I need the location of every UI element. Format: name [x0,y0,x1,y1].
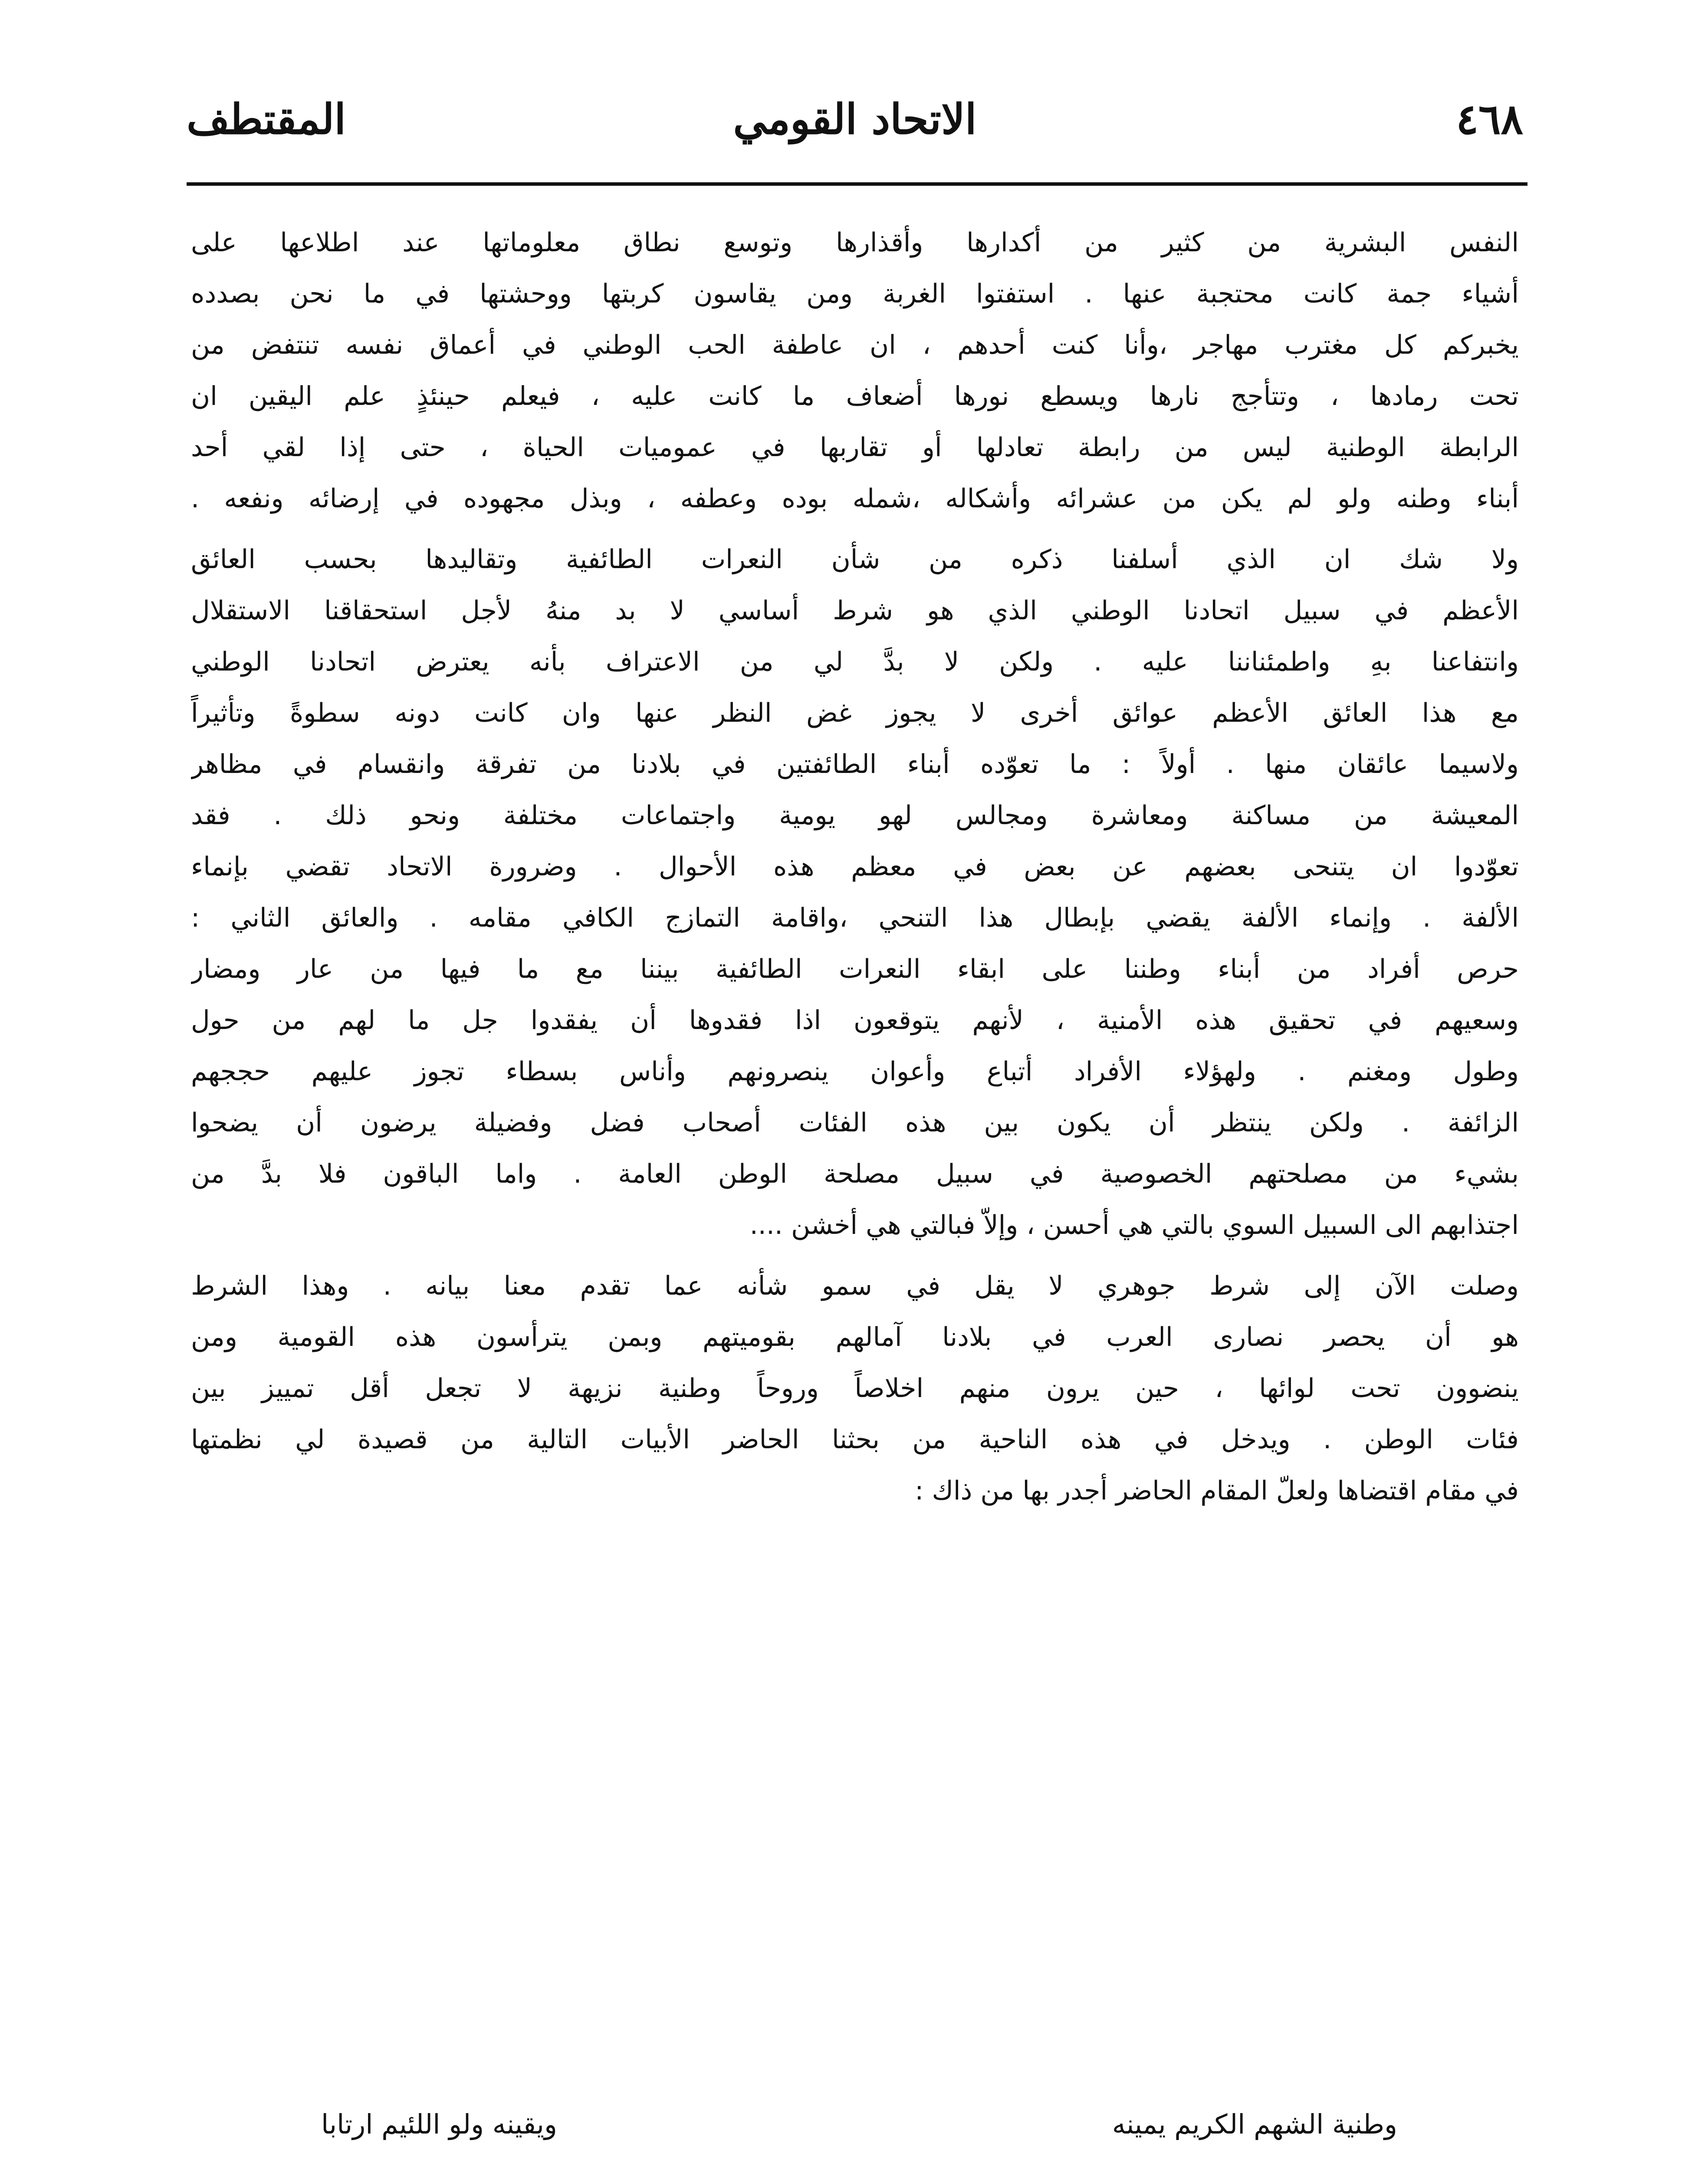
text-line: وطول ومغنم . ولهؤلاء الأفراد أتباع وأعوان ينصرونهم وأناس بسطاء تجوز عليهم حججهم [191,1056,1519,1087]
text-line: تحت رمادها ، وتتأجج نارها ويسطع نورها أضعاف ما كانت عليه ، فيعلم حينئذٍ علم اليقين ان [191,381,1519,411]
text-line: الزائفة . ولكن ينتظر أن يكون بين هذه الفئات أصحاب فضل وفضيلة يرضون أن يضحوا [191,1108,1519,1138]
text-line: المعيشة من مساكنة ومعاشرة ومجالس لهو يومية واجتماعات مختلفة ونحو ذلك . فقد [191,800,1519,831]
text-line: مع هذا العائق الأعظم عوائق أخرى لا يجوز غض النظر عنها وان كانت دونه سطوةً وتأثيراً [191,698,1519,728]
paragraph [191,217,1519,524]
text-line: الألفة . وإنماء الألفة يقضي بإبطال هذا التنحي ،واقامة التمازج الكافي مقامه . والعائق الثاني : [191,903,1519,933]
text-line: في مقام اقتضاها ولعلّ المقام الحاضر أجدر بها من ذاك : [915,1476,1519,1506]
text-line: النفس البشرية من كثير من أكدارها وأقذارها وتوسع نطاق معلوماتها عند اطلاعها على [191,227,1519,258]
text-line: حرص أفراد من أبناء وطننا على ابقاء النعرات الطائفية بيننا مع ما فيها من عار ومضار [191,954,1519,984]
text-line: تعوّدوا ان يتنحى بعضهم عن بعض في معظم هذه الأحوال . وضرورة الاتحاد تقضي بإنماء [191,852,1519,882]
text-line: يخبركم كل مغترب مهاجر ،وأنا كنت أحدهم ، ان عاطفة الحب الوطني في أعماق نفسه تنتفض من [191,330,1519,360]
text-line: وانتفاعنا بهِ واطمئناننا عليه . ولكن لا بدَّ لي من الاعتراف بأنه يعترض اتحادنا الوطني [191,647,1519,677]
text-line: فئات الوطن . ويدخل في هذه الناحية من بحثنا الحاضر الأبيات التالية من قصيدة لي نظمتها [191,1424,1519,1455]
poem-verse [321,2092,1397,2157]
text-line: أبناء وطنه ولو لم يكن من عشرائه وأشكاله ،شمله بوده وعطفه ، وبذل مجهوده في إرضائه ونفعه . [191,483,1519,514]
text-line: اجتذابهم الى السبيل السوي بالتي هي أحسن ، وإلاّ فبالتي هي أخشن .... [749,1210,1519,1240]
poem-verses [321,2092,1397,2170]
text-line: وسعيهم في تحقيق هذه الأمنية ، لأنهم يتوقعون اذا فقدوها أن يفقدوا جل ما لهم من حول [191,1005,1519,1036]
text-line: بشيء من مصلحتهم الخصوصية في سبيل مصلحة الوطن العامة . واما الباقون فلا بدَّ من [191,1159,1519,1189]
text-line: ولا شك ان الذي أسلفنا ذكره من شأن النعرات الطائفية وتقاليدها بحسب العائق [191,544,1519,575]
running-title: الاتحاد القومي [733,95,977,144]
paragraph [191,1260,1519,1516]
text-line: ولاسيما عائقان منها . أولاً : ما تعوّده أبناء الطائفتين في بلادنا من تفرقة وانقسام في مظاهر [191,749,1519,779]
journal-name: المقتطف [187,95,346,144]
text-line: هو أن يحصر نصارى العرب في بلادنا آمالهم بقوميتهم وبمن يترأسون هذه القومية ومن [191,1322,1519,1352]
text-line: الأعظم في سبيل اتحادنا الوطني الذي هو شرط أساسي لا بد منهُ لأجل استحقاقنا الاستقلال [191,595,1519,626]
text-line: وصلت الآن إلى شرط جوهري لا يقل في سمو شأنه عما تقدم معنا بيانه . وهذا الشرط [191,1271,1519,1301]
text-line: الرابطة الوطنية ليس من رابطة تعادلها أو تقاربها في عموميات الحياة ، حتى إذا لقي أحد [191,432,1519,463]
text-line: أشياء جمة كانت محتجبة عنها . استفتوا الغربة ومن يقاسون كربتها ووحشتها في ما نحن بصدده [191,279,1519,309]
text-line: ينضوون تحت لوائها ، حين يرون منهم اخلاصاً وروحاً وطنية نزيهة لا تجعل أقل تمييز بين [191,1373,1519,1404]
page-number: ٤٦٨ [1456,95,1523,144]
paragraph [191,534,1519,1251]
poem-verse [321,2157,1397,2170]
hemistich-right [1100,2157,1397,2170]
article-body [191,217,1519,1526]
hemistich-right: وطنية الشهم الكريم يمينه [1112,2108,1397,2140]
hemistich-left: ويقينه ولو اللئيم ارتابا [321,2108,557,2140]
hemistich-left [321,2157,571,2170]
running-header [187,87,1523,152]
header-rule [187,182,1527,186]
